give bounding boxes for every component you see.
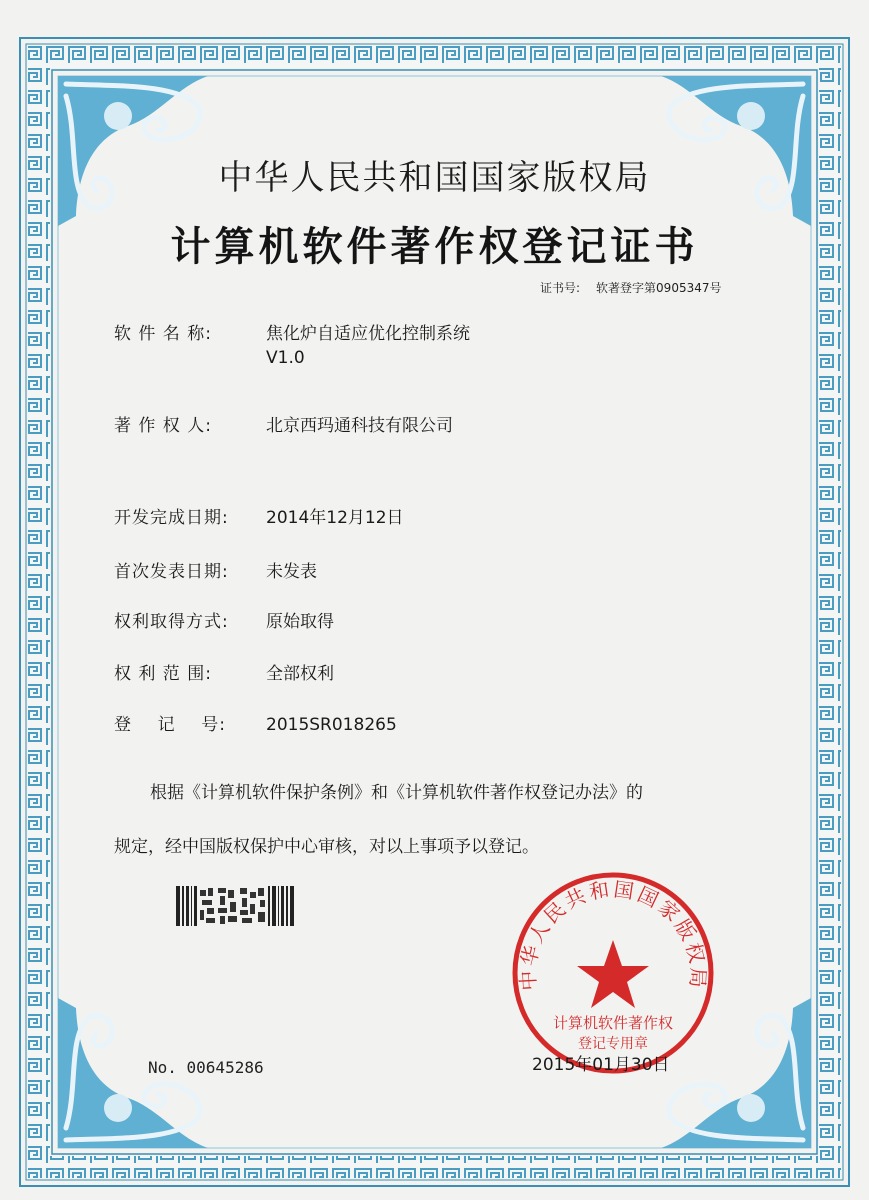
- field-completion-date: [114, 506, 686, 530]
- field-value: 未发表: [266, 562, 317, 582]
- field-label: 著 作 权 人:: [114, 416, 212, 436]
- field-registration-number: [114, 713, 686, 737]
- statement-line1: 根据《计算机软件保护条例》和《计算机软件著作权登记办法》的: [150, 783, 643, 803]
- seal-arc-text: 中华人民共和国国家版权局: [515, 876, 711, 992]
- seal-inner-line2: 登记专用章: [578, 1036, 648, 1052]
- certificate-number: [540, 279, 722, 296]
- field-first-publication-date: [114, 560, 686, 584]
- field-value: 2014年12月12日: [266, 508, 404, 528]
- issue-date: 2015年01月30日: [532, 1055, 670, 1075]
- certificate-title: 计算机软件著作权登记证书: [170, 223, 699, 270]
- certificate-number-value: 软著登字第0905347号: [596, 281, 722, 295]
- field-software-name: [114, 322, 686, 370]
- barcode: [176, 886, 298, 926]
- field-label: 首次发表日期:: [114, 562, 229, 582]
- statement-line2: 规定，经中国版权保护中心审核，对以上事项予以登记。: [114, 837, 539, 857]
- field-value: 2015SR018265: [266, 715, 397, 735]
- field-acquisition-method: [114, 610, 686, 634]
- software-name-line2: V1.0: [266, 348, 305, 368]
- field-label: 开发完成日期:: [114, 508, 229, 528]
- official-seal: [508, 868, 718, 1078]
- software-name-line1: 焦化炉自适应优化控制系统: [266, 324, 470, 344]
- seal-star-icon: [577, 940, 649, 1008]
- field-label: 登 记 号:: [114, 715, 226, 735]
- field-scope-of-rights: [114, 662, 686, 686]
- field-copyright-owner: [114, 414, 686, 438]
- field-label: 权利取得方式:: [114, 612, 229, 632]
- field-value: [266, 322, 686, 370]
- serial-number: No. 00645286: [148, 1058, 264, 1077]
- field-value: 全部权利: [266, 664, 334, 684]
- seal-inner-line1: 计算机软件著作权: [552, 1014, 674, 1032]
- certificate-number-label: 证书号:: [540, 281, 581, 295]
- field-label: 权 利 范 围:: [114, 664, 212, 684]
- field-value: 北京西玛通科技有限公司: [266, 416, 453, 436]
- issuer-title: 中华人民共和国国家版权局: [218, 158, 651, 198]
- field-value: 原始取得: [266, 612, 334, 632]
- field-label: 软 件 名 称:: [114, 324, 212, 344]
